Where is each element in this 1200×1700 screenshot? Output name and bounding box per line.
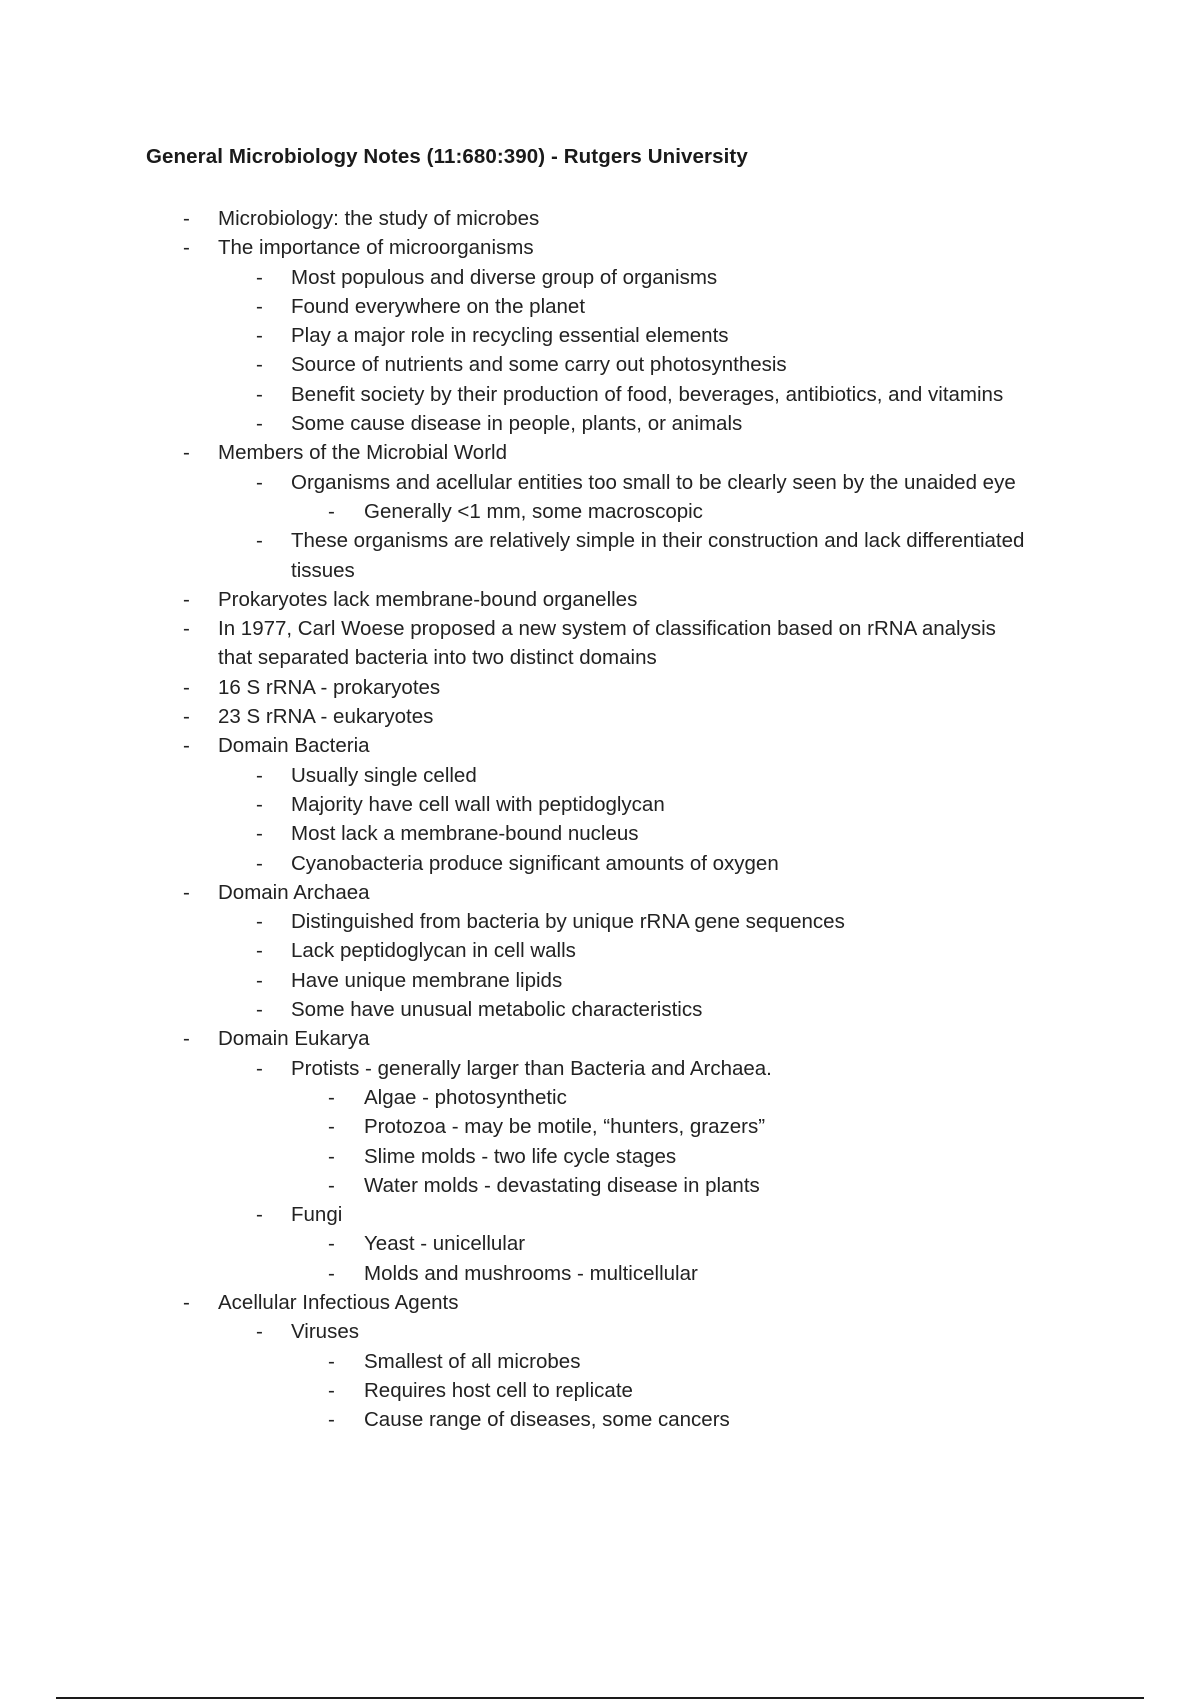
list-item-level-2: [0, 1054, 1200, 1083]
list-item-text: Fungi: [291, 1203, 343, 1227]
list-item-level-2: [0, 321, 1200, 350]
bullet-dash: -: [183, 236, 190, 260]
list-item-level-2: [0, 1317, 1200, 1346]
list-item-level-3: [0, 1347, 1200, 1376]
bullet-dash: -: [256, 998, 263, 1022]
list-item-text: Microbiology: the study of microbes: [218, 207, 540, 230]
list-item-text: Most populous and diverse group of organisms: [291, 265, 718, 289]
bullet-dash: -: [256, 822, 263, 846]
bullet-dash: -: [256, 382, 263, 406]
bullet-dash: -: [183, 880, 190, 904]
bullet-dash: -: [256, 412, 263, 436]
bullet-dash: -: [256, 1203, 263, 1227]
list-item-level-2: [0, 350, 1200, 379]
list-item-level-3: [0, 1259, 1200, 1288]
bullet-dash: -: [256, 324, 263, 348]
bullet-dash: -: [328, 1261, 335, 1285]
list-item-level-2: [0, 761, 1200, 790]
list-item-text: Algae - photosynthetic: [364, 1085, 567, 1109]
list-item-text: Members of the Microbial World: [218, 441, 507, 465]
list-item-text: Molds and mushrooms - multicellular: [364, 1261, 698, 1285]
list-item-level-2: [0, 849, 1200, 878]
list-item-level-3: [0, 1229, 1200, 1258]
bullet-dash: -: [183, 441, 190, 465]
list-item-level-2: [0, 468, 1200, 497]
bullet-dash: -: [256, 353, 263, 377]
list-item-text: Domain Eukarya: [218, 1027, 370, 1051]
list-item-level-1: [0, 438, 1200, 467]
bullet-dash: -: [328, 1144, 335, 1168]
list-item-text: that separated bacteria into two distinct domains: [218, 646, 657, 670]
bullet-dash: -: [256, 294, 263, 318]
list-item-text: Cause range of diseases, some cancers: [364, 1408, 730, 1432]
list-item-text: Domain Archaea: [218, 880, 370, 904]
list-item-text: Slime molds - two life cycle stages: [364, 1144, 677, 1168]
list-item-level-1: [0, 702, 1200, 731]
list-item-text: These organisms are relatively simple in their construction and lack differentiated: [291, 529, 1025, 553]
list-item-level-2: [0, 526, 1200, 555]
bullet-dash: -: [183, 734, 190, 758]
list-item-level-1: [0, 204, 1200, 233]
list-item-text: Requires host cell to replicate: [364, 1378, 633, 1402]
bullet-dash: -: [183, 587, 190, 611]
bullet-dash: -: [256, 529, 263, 553]
list-item-text: Protozoa - may be motile, “hunters, grazers”: [364, 1115, 766, 1139]
list-item-text: Most lack a membrane-bound nucleus: [291, 822, 639, 846]
list-item-text: Domain Bacteria: [218, 734, 370, 758]
list-item-continuation: [0, 556, 1200, 585]
list-item-level-3: [0, 1112, 1200, 1141]
bullet-dash: -: [256, 1056, 263, 1080]
list-item-text: Smallest of all microbes: [364, 1349, 581, 1373]
list-item-text: Water molds - devastating disease in plants: [364, 1173, 760, 1197]
bullet-dash: -: [328, 1408, 335, 1432]
bullet-dash: -: [328, 1115, 335, 1139]
bullet-dash: -: [256, 910, 263, 934]
list-item-level-2: [0, 907, 1200, 936]
list-item-text: Prokaryotes lack membrane-bound organelles: [218, 587, 638, 611]
list-item-text: Play a major role in recycling essential elements: [291, 324, 729, 348]
list-item-level-2: [0, 966, 1200, 995]
list-item-text: Generally <1 mm, some macroscopic: [364, 499, 703, 523]
list-item-text: Some have unusual metabolic characteristics: [291, 998, 703, 1022]
bullet-dash: -: [256, 792, 263, 816]
list-item-text: tissues: [291, 558, 355, 582]
list-item-text: The importance of microorganisms: [218, 236, 534, 260]
list-item-text: Found everywhere on the planet: [291, 294, 586, 318]
list-item-level-1: [0, 673, 1200, 702]
list-item-level-1: [0, 731, 1200, 760]
list-item-level-2: [0, 409, 1200, 438]
list-item-text: Protists - generally larger than Bacteria and Archaea.: [291, 1056, 772, 1080]
list-item-level-3: [0, 1405, 1200, 1434]
bullet-dash: -: [183, 617, 190, 641]
list-item-text: Cyanobacteria produce significant amounts of oxygen: [291, 851, 779, 875]
list-item-text: 23 S rRNA - eukaryotes: [218, 705, 434, 729]
list-item-level-1: [0, 878, 1200, 907]
bullet-dash: -: [183, 207, 190, 230]
bullet-dash: -: [328, 499, 335, 523]
list-item-level-3: [0, 497, 1200, 526]
bullet-dash: -: [328, 1232, 335, 1256]
list-item-text: Have unique membrane lipids: [291, 968, 563, 992]
list-item-text: Benefit society by their production of food, beverages, antibiotics, and vitamins: [291, 382, 1004, 406]
bullet-dash: -: [256, 1320, 263, 1344]
list-item-text: Organisms and acellular entities too small to be clearly seen by the unaided eye: [291, 470, 1016, 494]
list-item-level-2: [0, 292, 1200, 321]
list-item-continuation: [0, 643, 1200, 672]
bullet-dash: -: [183, 1290, 190, 1314]
list-item-text: Distinguished from bacteria by unique rRNA gene sequences: [291, 910, 845, 934]
bullet-dash: -: [328, 1173, 335, 1197]
list-item-level-1: [0, 233, 1200, 262]
bullet-dash: -: [256, 470, 263, 494]
list-item-level-2: [0, 936, 1200, 965]
list-item-text: Source of nutrients and some carry out photosynthesis: [291, 353, 787, 377]
list-item-level-1: [0, 585, 1200, 614]
notes-list: [0, 204, 1200, 1434]
list-item-level-2: [0, 380, 1200, 409]
list-item-text: Lack peptidoglycan in cell walls: [291, 939, 576, 963]
bullet-dash: -: [183, 705, 190, 729]
list-item-level-3: [0, 1171, 1200, 1200]
list-item-text: Majority have cell wall with peptidoglycan: [291, 792, 665, 816]
list-item-level-1: [0, 1288, 1200, 1317]
bullet-dash: -: [328, 1378, 335, 1402]
bullet-dash: -: [328, 1085, 335, 1109]
list-item-level-3: [0, 1142, 1200, 1171]
list-item-text: Yeast - unicellular: [364, 1232, 526, 1256]
list-item-text: Acellular Infectious Agents: [218, 1290, 459, 1314]
bullet-dash: -: [256, 763, 263, 787]
page-bottom-rule: [56, 1697, 1144, 1699]
list-item-level-2: [0, 819, 1200, 848]
list-item-level-1: [0, 1024, 1200, 1053]
list-item-text: In 1977, Carl Woese proposed a new system of classification based on rRNA analysis: [218, 617, 996, 641]
bullet-dash: -: [256, 265, 263, 289]
list-item-level-2: [0, 263, 1200, 292]
bullet-dash: -: [328, 1349, 335, 1373]
bullet-dash: -: [256, 939, 263, 963]
bullet-dash: -: [183, 1027, 190, 1051]
list-item-text: Some cause disease in people, plants, or animals: [291, 412, 743, 436]
list-item-level-3: [0, 1083, 1200, 1112]
list-item-level-1: [0, 614, 1200, 643]
list-item-level-2: [0, 790, 1200, 819]
list-item-level-2: [0, 1200, 1200, 1229]
bullet-dash: -: [183, 675, 190, 699]
list-item-level-3: [0, 1376, 1200, 1405]
list-item-text: Usually single celled: [291, 763, 477, 787]
list-item-text: Viruses: [291, 1320, 359, 1344]
bullet-dash: -: [256, 851, 263, 875]
bullet-dash: -: [256, 968, 263, 992]
list-item-level-2: [0, 995, 1200, 1024]
list-item-text: 16 S rRNA - prokaryotes: [218, 675, 441, 699]
document-title: General Microbiology Notes (11:680:390) - Rutgers University: [146, 145, 748, 168]
